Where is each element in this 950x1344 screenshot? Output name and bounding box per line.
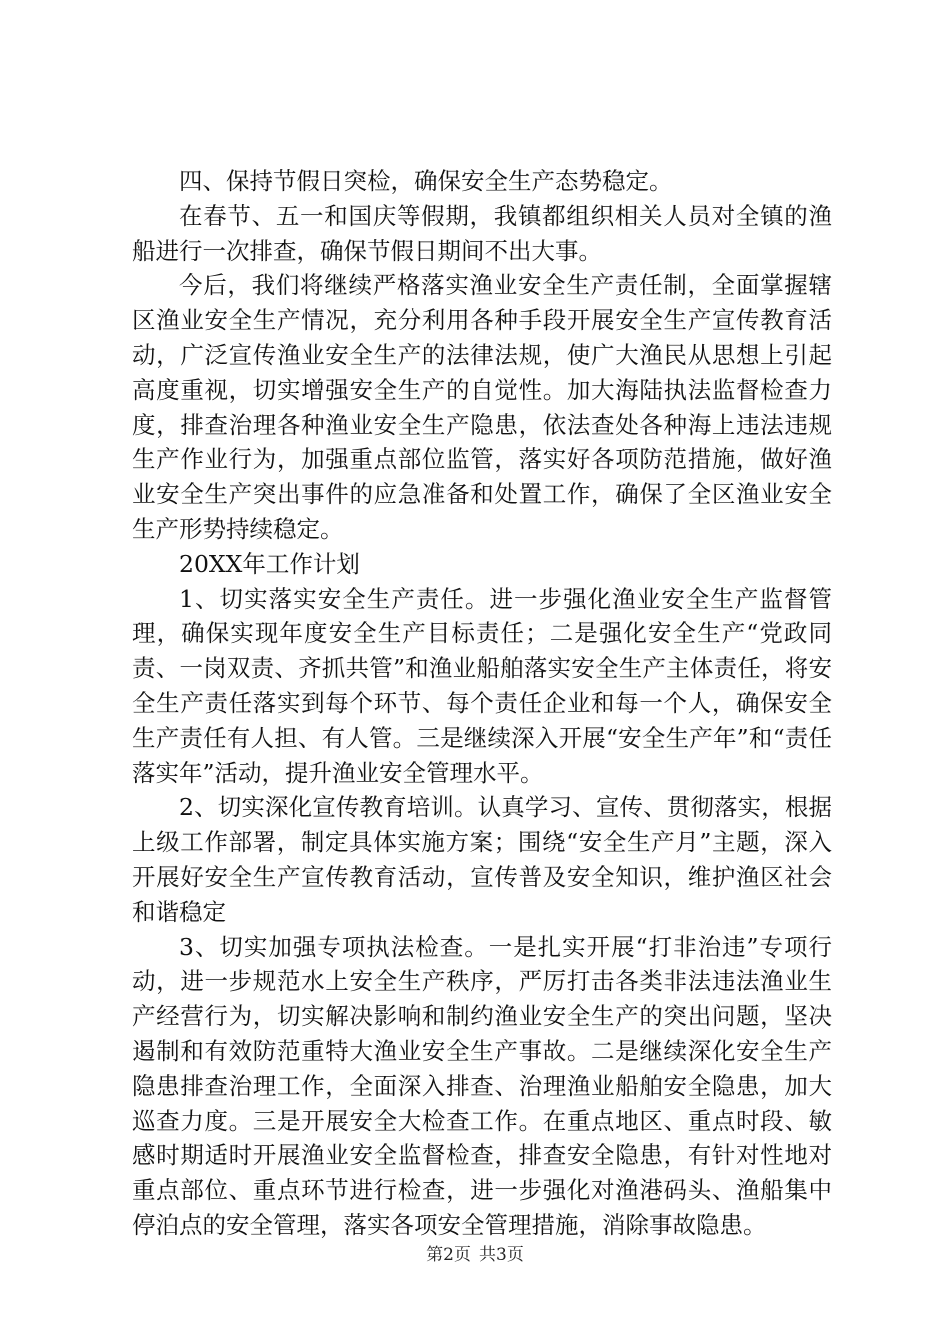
paragraph-future-work: 今后，我们将继续严格落实渔业安全生产责任制，全面掌握辖区渔业安全生产情况，充分利用各种手段开展安全生产宣传教育活动，广泛宣传渔业安全生产的法律法规，使广大渔民从思想上引起高度重视，切实增强安全生产的自觉性。加大海陆执法监督检查力度，排查治理各种渔业安全生产隐患，依法查处各种海上违法违规生产作业行为，加强重点部位监管，落实好各项防范措施，做好渔业安全生产突出事件的应急准备和处置工作，确保了全区渔业安全生产形势持续稳定。 bbox=[132, 271, 832, 543]
document-body bbox=[132, 164, 832, 1243]
section-heading-work-plan: 20XX年工作计划 bbox=[179, 549, 360, 578]
section-heading-holiday-inspection: 四、保持节假日突检，确保安全生产态势稳定。 bbox=[179, 167, 673, 195]
page-footer bbox=[0, 1244, 950, 1266]
page-total: 共3页 bbox=[479, 1245, 524, 1265]
paragraph-plan-item-3: 3、切实加强专项执法检查。一是扎实开展“打非治违”专项行动，进一步规范水上安全生产秩序，严厉打击各类非法违法渔业生产经营行为，切实解决影响和制约渔业安全生产的突出问题，坚决遏制和有效防范重特大渔业安全生产事故。二是继续深化安全生产隐患排查治理工作，全面深入排查、治理渔业船舶安全隐患，加大巡查力度。三是开展安全大检查工作。在重点地区、重点时段、敏感时期适时开展渔业安全监督检查，排查安全隐患，有针对性地对重点部位、重点环节进行检查，进一步强化对渔港码头、渔船集中停泊点的安全管理，落实各项安全管理措施，消除事故隐患。 bbox=[132, 932, 832, 1239]
paragraph-holiday-check: 在春节、五一和国庆等假期，我镇都组织相关人员对全镇的渔船进行一次排查，确保节假日期间不出大事。 bbox=[132, 201, 832, 265]
paragraph-plan-item-1: 1、切实落实安全生产责任。进一步强化渔业安全生产监督管理，确保实现年度安全生产目标责任；二是强化安全生产“党政同责、一岗双责、齐抓共管”和渔业船舶落实安全生产主体责任，将安全生产责任落实到每个环节、每个责任企业和每一个人，确保安全生产责任有人担、有人管。三是继续深入开展“安全生产年”和“责任落实年”活动，提升渔业安全管理水平。 bbox=[132, 584, 832, 787]
paragraph-plan-item-2: 2、切实深化宣传教育培训。认真学习、宣传、贯彻落实，根据上级工作部署，制定具体实施方案；围绕“安全生产月”主题，深入开展好安全生产宣传教育活动，宣传普及安全知识，维护渔区社会和谐稳定 bbox=[132, 793, 832, 926]
page-number: 第2页 bbox=[426, 1245, 471, 1265]
